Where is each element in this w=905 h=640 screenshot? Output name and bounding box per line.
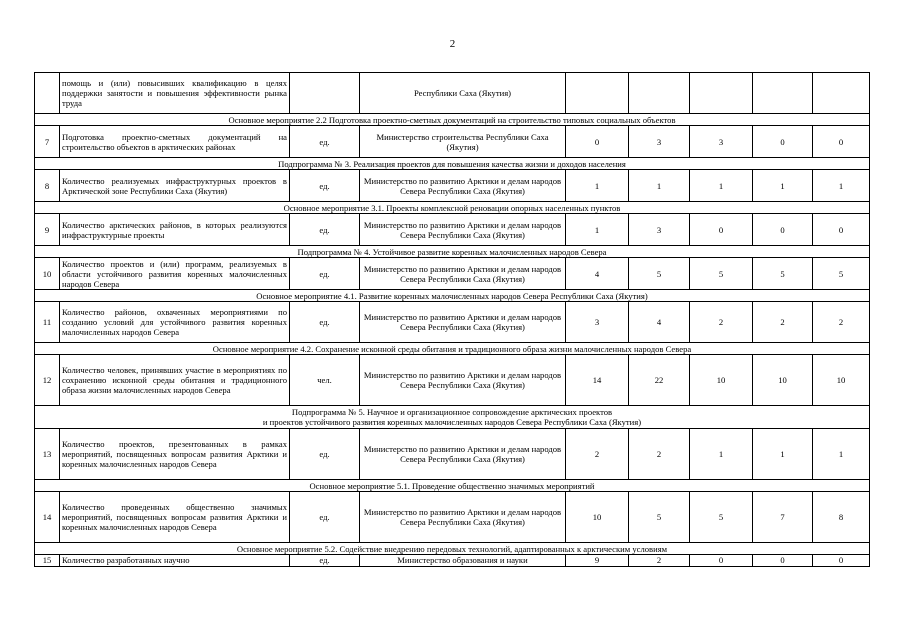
table-row [35, 492, 870, 543]
value-cell [813, 73, 870, 114]
table-row [35, 302, 870, 343]
value-cell: 9 [566, 555, 629, 567]
value-cell: 10 [690, 355, 753, 406]
responsible-org-cell: Министерство по развитию Арктики и делам народов Севера Республики Саха (Якутия) [360, 214, 566, 246]
indicator-name-cell: Количество проектов и (или) программ, реализуемых в области устойчивого развития коренных малочисленных народов Севера [60, 258, 290, 290]
value-cell: 1 [753, 429, 813, 480]
value-cell: 1 [566, 170, 629, 202]
indicator-name-cell: Количество проектов, презентованных в рамках мероприятий, посвященных вопросам развития Арктики и коренных малочисленных народов Севера [60, 429, 290, 480]
unit-cell: ед. [290, 126, 360, 158]
section-heading [35, 246, 870, 258]
value-cell: 8 [813, 492, 870, 543]
value-cell: 0 [690, 214, 753, 246]
section-heading-row [35, 290, 870, 302]
responsible-org-cell: Министерство по развитию Арктики и делам народов Севера Республики Саха (Якутия) [360, 429, 566, 480]
value-cell: 3 [566, 302, 629, 343]
value-cell: 2 [629, 555, 690, 567]
value-cell: 1 [566, 214, 629, 246]
value-cell [566, 73, 629, 114]
section-heading-row [35, 480, 870, 492]
value-cell: 0 [753, 214, 813, 246]
value-cell: 0 [753, 555, 813, 567]
value-cell: 5 [629, 492, 690, 543]
value-cell: 2 [566, 429, 629, 480]
unit-cell: ед. [290, 258, 360, 290]
value-cell: 0 [566, 126, 629, 158]
value-cell: 1 [813, 429, 870, 480]
value-cell: 4 [629, 302, 690, 343]
indicator-name-cell: Количество районов, охваченных мероприятиями по созданию условий для устойчивого развития коренных малочисленных народов Севера [60, 302, 290, 343]
value-cell [690, 73, 753, 114]
value-cell: 5 [813, 258, 870, 290]
value-cell: 22 [629, 355, 690, 406]
section-heading [35, 290, 870, 302]
unit-cell: ед. [290, 302, 360, 343]
indicator-name-cell: Количество реализуемых инфраструктурных проектов в Арктической зоне Республики Саха (Якутия) [60, 170, 290, 202]
table-row [35, 258, 870, 290]
section-heading [35, 543, 870, 555]
value-cell: 10 [813, 355, 870, 406]
table-body [35, 73, 870, 567]
value-cell: 10 [566, 492, 629, 543]
row-number-cell: 11 [35, 302, 60, 343]
row-number-cell: 10 [35, 258, 60, 290]
section-heading-text: Основное мероприятие 5.2. Содействие внедрению передовых технологий, адаптированных к арктическим условиям [236, 543, 668, 554]
value-cell: 3 [629, 126, 690, 158]
value-cell: 3 [690, 126, 753, 158]
value-cell: 0 [753, 126, 813, 158]
value-cell: 2 [813, 302, 870, 343]
indicator-name-cell: помощь и (или) повысивших квалификацию в целях поддержки занятости и повышения эффективности рынка труда [60, 73, 290, 114]
responsible-org-cell: Министерство по развитию Арктики и делам народов Севера Республики Саха (Якутия) [360, 302, 566, 343]
section-heading-text: Основное мероприятие 2.2 Подготовка проектно-сметных документаций на строительство типовых социальных объектов [228, 114, 676, 125]
responsible-org-cell: Министерство образования и науки [360, 555, 566, 567]
section-heading-row [35, 158, 870, 170]
section-heading-text-line2: и проектов устойчивого развития коренных малочисленных народов Севера Республики Саха (Якутия) [262, 417, 642, 427]
section-heading [35, 202, 870, 214]
value-cell: 3 [629, 214, 690, 246]
row-number-cell: 15 [35, 555, 60, 567]
table-row [35, 73, 870, 114]
value-cell [753, 73, 813, 114]
indicators-table [34, 72, 870, 567]
unit-cell: ед. [290, 555, 360, 567]
row-number-cell [35, 73, 60, 114]
unit-cell: ед. [290, 492, 360, 543]
value-cell: 0 [813, 214, 870, 246]
section-heading-text: Основное мероприятие 4.2. Сохранение исконной среды обитания и традиционного образа жизни малочисленных народов Севера [212, 343, 692, 354]
row-number-cell: 9 [35, 214, 60, 246]
unit-cell: ед. [290, 170, 360, 202]
value-cell: 1 [629, 170, 690, 202]
section-heading-row [35, 406, 870, 429]
value-cell: 7 [753, 492, 813, 543]
value-cell: 5 [690, 492, 753, 543]
value-cell: 5 [690, 258, 753, 290]
value-cell: 1 [690, 429, 753, 480]
indicator-name-cell: Подготовка проектно-сметных документаций на строительство объектов в арктических районах [60, 126, 290, 158]
row-number-cell: 8 [35, 170, 60, 202]
table-row [35, 126, 870, 158]
table-row [35, 355, 870, 406]
section-heading-row [35, 543, 870, 555]
value-cell: 4 [566, 258, 629, 290]
section-heading-text: Основное мероприятие 4.1. Развитие коренных малочисленных народов Севера Республики Саха (Якутия) [256, 290, 648, 301]
section-heading-row [35, 202, 870, 214]
section-heading-text: Подпрограмма № 3. Реализация проектов для повышения качества жизни и доходов населения [278, 158, 626, 169]
responsible-org-cell: Республики Саха (Якутия) [360, 73, 566, 114]
section-heading-text: Подпрограмма № 4. Устойчивое развитие коренных малочисленных народов Севера [297, 246, 607, 257]
value-cell: 0 [813, 555, 870, 567]
value-cell [629, 73, 690, 114]
section-heading [35, 480, 870, 492]
section-heading-row [35, 246, 870, 258]
section-heading-row [35, 343, 870, 355]
table-row [35, 214, 870, 246]
unit-cell [290, 73, 360, 114]
value-cell: 1 [753, 170, 813, 202]
responsible-org-cell: Министерство по развитию Арктики и делам народов Севера Республики Саха (Якутия) [360, 258, 566, 290]
section-heading [35, 406, 870, 429]
section-heading [35, 114, 870, 126]
unit-cell: чел. [290, 355, 360, 406]
row-number-cell: 14 [35, 492, 60, 543]
value-cell: 14 [566, 355, 629, 406]
row-number-cell: 12 [35, 355, 60, 406]
value-cell: 2 [690, 302, 753, 343]
value-cell: 2 [629, 429, 690, 480]
indicator-name-cell: Количество человек, принявших участие в мероприятиях по сохранению исконной среды обитания и традиционного образа жизни малочисленных народов Севера [60, 355, 290, 406]
responsible-org-cell: Министерство по развитию Арктики и делам народов Севера Республики Саха (Якутия) [360, 355, 566, 406]
section-heading-row [35, 114, 870, 126]
table-row [35, 555, 870, 567]
section-heading [35, 343, 870, 355]
row-number-cell: 7 [35, 126, 60, 158]
indicator-name-cell: Количество разработанных научно [60, 555, 290, 567]
indicator-name-cell: Количество арктических районов, в которых реализуются инфраструктурные проекты [60, 214, 290, 246]
value-cell: 0 [690, 555, 753, 567]
indicator-name-cell: Количество проведенных общественно значимых мероприятий, посвященных вопросам развития Арктики и коренных малочисленных народов Севера [60, 492, 290, 543]
value-cell: 5 [629, 258, 690, 290]
value-cell: 0 [813, 126, 870, 158]
responsible-org-cell: Министерство по развитию Арктики и делам народов Севера Республики Саха (Якутия) [360, 170, 566, 202]
value-cell: 5 [753, 258, 813, 290]
table-row [35, 429, 870, 480]
section-heading-text: Основное мероприятие 5.1. Проведение общественно значимых мероприятий [309, 480, 595, 491]
responsible-org-cell: Министерство строительства Республики Саха (Якутия) [360, 126, 566, 158]
section-heading-text: Подпрограмма № 5. Научное и организационное сопровождение арктических проектов [291, 407, 613, 417]
value-cell: 10 [753, 355, 813, 406]
value-cell: 2 [753, 302, 813, 343]
section-heading-text: Основное мероприятие 3.1. Проекты комплексной реновации опорных населенных пунктов [283, 202, 621, 213]
page-number: 2 [449, 38, 456, 50]
value-cell: 1 [690, 170, 753, 202]
row-number-cell: 13 [35, 429, 60, 480]
responsible-org-cell: Министерство по развитию Арктики и делам народов Севера Республики Саха (Якутия) [360, 492, 566, 543]
unit-cell: ед. [290, 214, 360, 246]
table-row [35, 170, 870, 202]
unit-cell: ед. [290, 429, 360, 480]
section-heading [35, 158, 870, 170]
value-cell: 1 [813, 170, 870, 202]
